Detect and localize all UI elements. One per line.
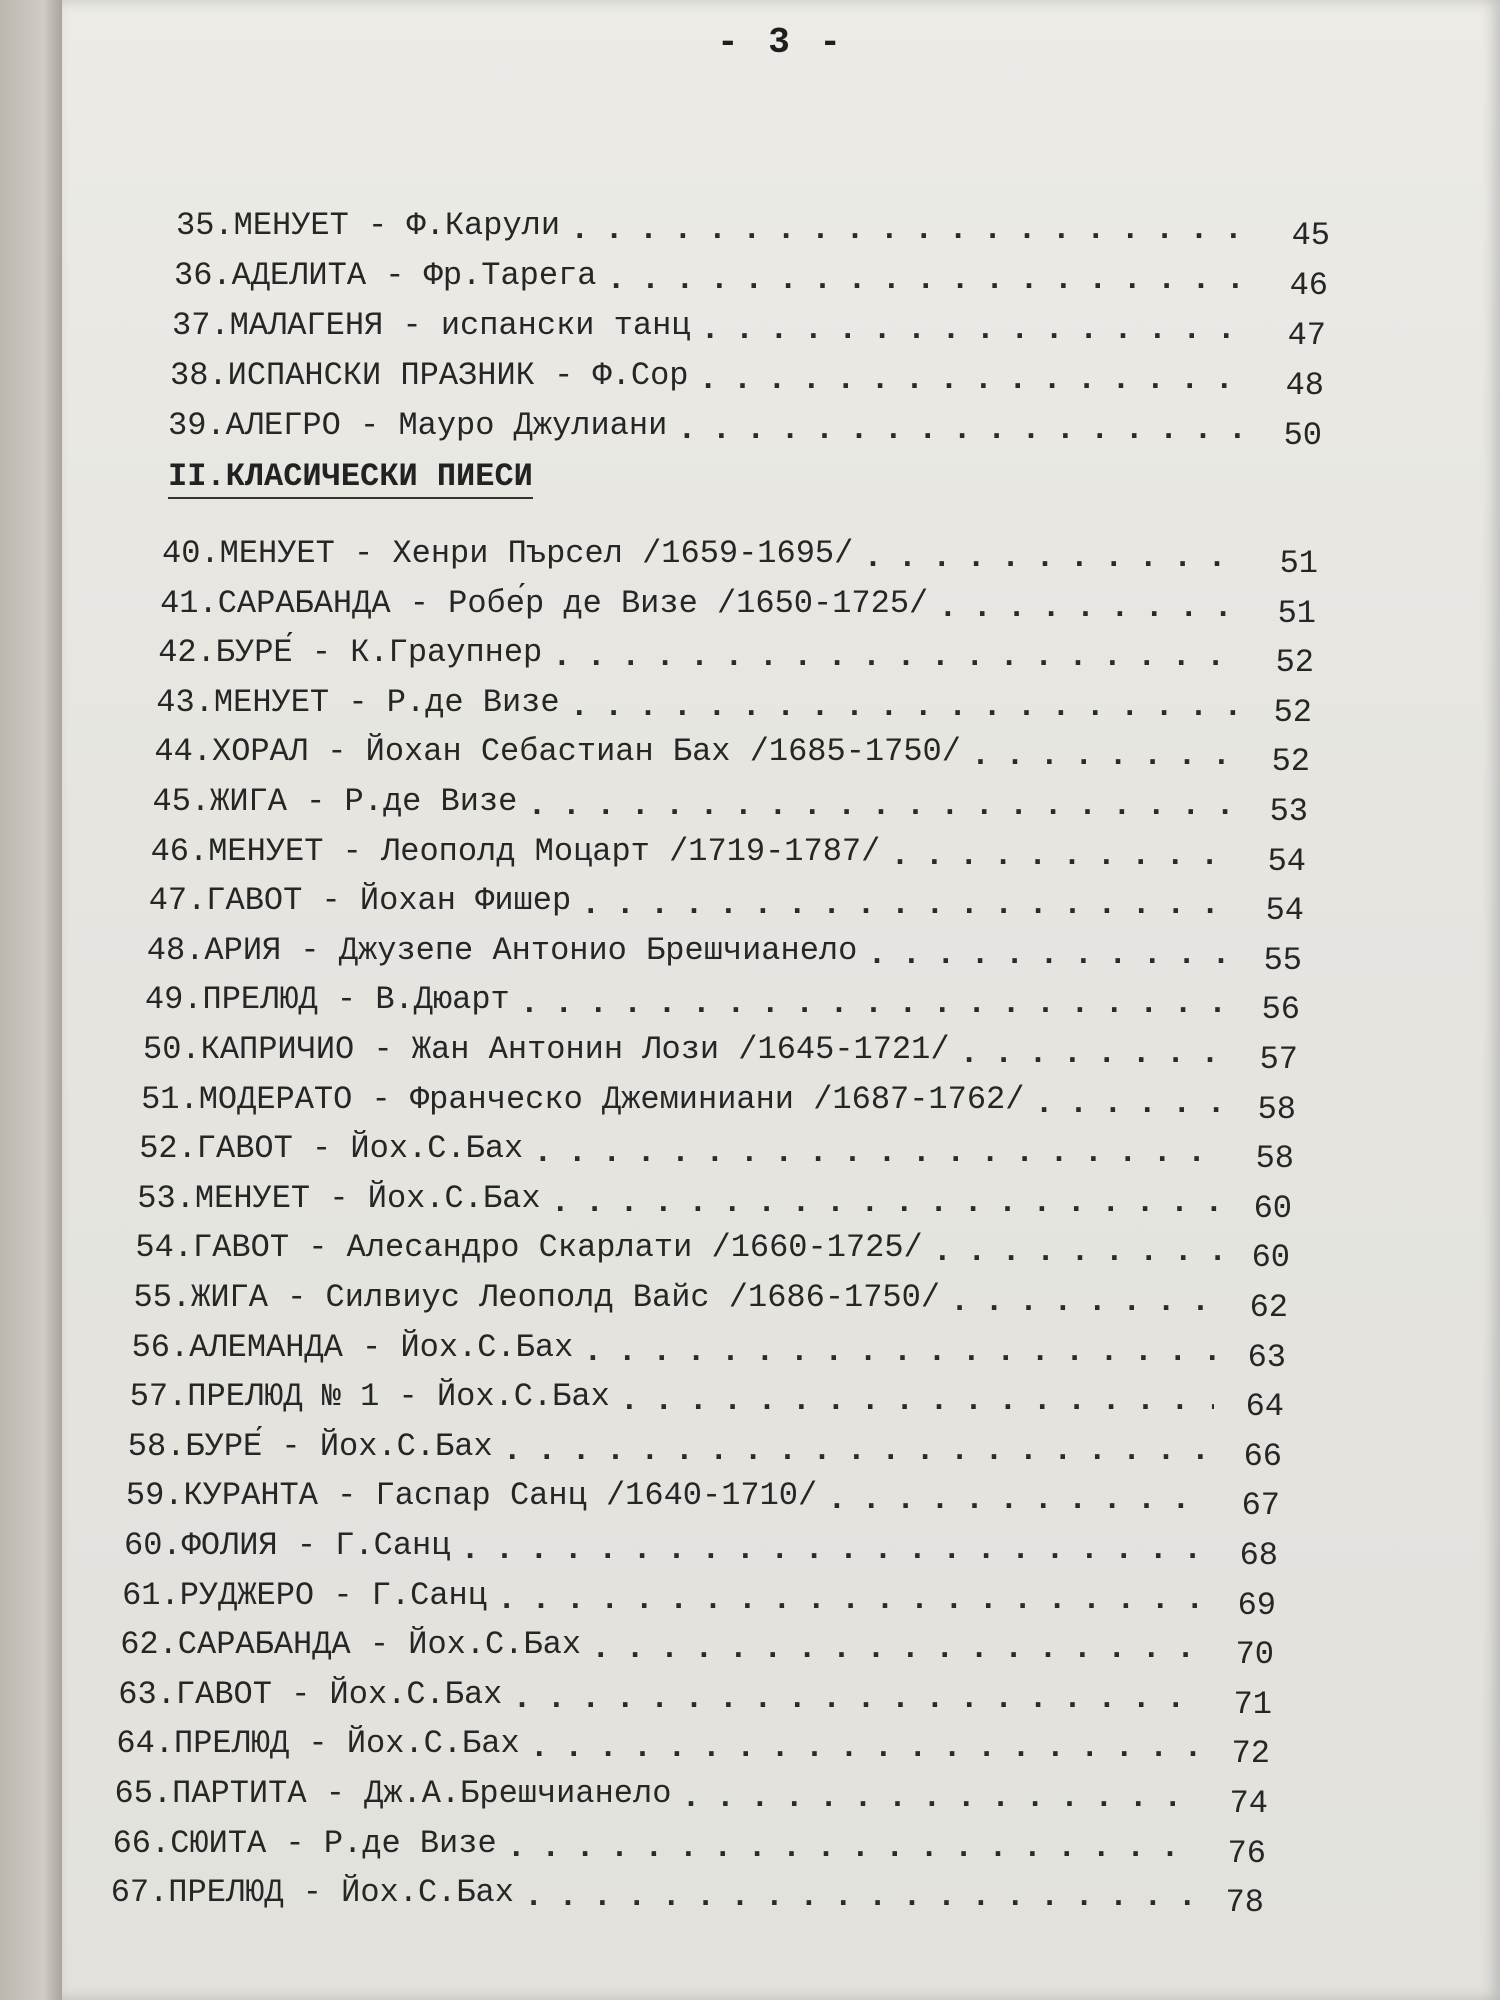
toc-entry-title: 49.ПРЕЛЮД - В.Дюарт [144,981,510,1019]
document-page [62,0,1500,2000]
toc-entry [116,1718,1270,1773]
toc-entry-page: 54 [1265,892,1304,930]
dot-leader [606,264,1258,294]
toc-entry-page: 72 [1231,1735,1270,1773]
toc-entry [129,1371,1284,1426]
toc-entry [133,1272,1289,1326]
toc-entry-title: 48.АРИЯ - Джузепе Антонио Брешчианело [146,931,858,969]
dot-leader [530,1732,1200,1762]
paper-left-edge [0,0,62,2000]
toc-entry-title: 57.ПРЕЛЮД № 1 - Йох.С.Бах [129,1378,610,1416]
toc-entry [114,1768,1269,1822]
toc-entry-title: 50.КАПРИЧИО - Жан Антонин Лози /1645-1721/ [143,1031,950,1068]
toc-entry [174,250,1328,304]
dot-leader [938,592,1246,622]
toc-entry-page: 55 [1263,941,1302,979]
dot-leader [570,214,1260,244]
toc-entry [139,1123,1294,1178]
toc-entry-page: 70 [1235,1636,1274,1674]
dot-leader [527,790,1238,820]
toc-entry-title: 67.ПРЕЛЮД - Йох.С.Бах [110,1874,514,1912]
toc-entry-page: 74 [1229,1785,1268,1822]
dot-leader [700,314,1256,344]
toc-entry-title: 41.САРАБАНДА - Робе́р де Визе /1650-1725/ [160,584,929,622]
dot-leader [698,364,1254,394]
dot-leader [971,740,1240,770]
dot-leader [460,1534,1208,1564]
dot-leader [933,1236,1220,1266]
toc-entry-title: 65.ПАРТИТА - Дж.А.Брешчианело [114,1775,672,1812]
dot-leader [551,1187,1222,1217]
toc-entry-title: 60.ФОЛИЯ - Г.Санц [124,1527,451,1564]
toc-entry [162,528,1318,582]
toc-entry [118,1669,1272,1723]
toc-entry-title: 52.ГАВОТ - Йох.С.Бах [139,1130,524,1168]
toc-entry-page: 71 [1233,1685,1272,1723]
dot-leader [512,1683,1202,1713]
toc-entry-title: 64.ПРЕЛЮД - Йох.С.Бах [116,1725,520,1763]
toc-entry [135,1222,1290,1277]
toc-entry-title: 61.РУДЖЕРО - Г.Санц [122,1576,487,1614]
dot-leader [960,1038,1228,1068]
toc-entry-page: 58 [1257,1090,1296,1128]
toc-entry-title: 59.КУРАНТА - Гаспар Санц /1640-1710/ [125,1477,818,1515]
dot-leader [581,889,1234,919]
toc-entry-page: 56 [1261,991,1300,1029]
toc-entry-page: 48 [1285,367,1324,404]
dot-leader [533,1137,1224,1167]
toc-entry-page: 54 [1267,842,1306,880]
toc-entry-page: 57 [1259,1041,1298,1078]
toc-entry-title: 45.ЖИГА - Р.де Визе [152,783,518,820]
toc-entry-page: 66 [1243,1437,1282,1475]
toc-entry [170,350,1324,404]
toc-entry [124,1520,1278,1574]
toc-entry [141,1074,1296,1128]
toc-entry-title: 47.ГАВОТ - Йохан Фишер [148,882,572,920]
dot-leader [591,1633,1204,1663]
toc-entry [176,200,1330,254]
toc-entry-title: 53.МЕНУЕТ - Йох.С.Бах [137,1179,541,1217]
toc-entry-title: 38.ИСПАНСКИ ПРАЗНИК - Ф.Сор [170,357,689,394]
toc-entry [125,1470,1280,1525]
toc-entry-page: 45 [1291,217,1330,254]
toc-entry-page: 78 [1225,1884,1264,1922]
toc-entry-page: 63 [1247,1338,1286,1376]
toc-entry [158,627,1314,682]
toc-entry [146,925,1302,979]
toc-entry-title: 66.СЮИТА - Р.де Визе [112,1824,497,1862]
toc-entry-page: 69 [1237,1586,1276,1624]
dot-leader [507,1832,1196,1862]
dot-leader [890,840,1236,870]
toc-entry [120,1619,1274,1674]
toc-entry-title: 36.АДЕЛИТА - Фр.Тарега [174,257,597,294]
dot-leader [552,641,1244,671]
dot-leader [503,1435,1212,1465]
dot-leader [570,691,1242,721]
dot-leader [524,1881,1194,1911]
dot-leader [867,939,1232,969]
toc-entry-page: 58 [1255,1140,1294,1178]
toc-entry-title: 54.ГАВОТ - Алесандро Скарлати /1660-1725/ [135,1229,923,1267]
toc-entry-page: 50 [1283,417,1322,454]
toc-entry [160,578,1316,632]
toc-entry-page: 67 [1241,1487,1280,1525]
toc-entry-title: 58.БУРЕ́ - Йох.С.Бах [127,1427,493,1465]
dot-leader [863,542,1248,572]
toc-entry-page: 52 [1275,644,1314,682]
table-of-contents [62,0,1500,2000]
toc-entry [143,1024,1298,1078]
section-heading: II.КЛАСИЧЕСКИ ПИЕСИ [168,458,533,499]
toc-entry [154,726,1310,781]
toc-entry [144,974,1300,1029]
dot-leader [677,414,1252,444]
toc-entry [152,776,1309,830]
toc-entry-page: 62 [1249,1289,1288,1326]
toc-entry-page: 76 [1227,1834,1266,1872]
toc-entry [137,1173,1292,1227]
toc-entry-title: 63.ГАВОТ - Йох.С.Бах [118,1675,503,1713]
dot-leader [583,1336,1216,1366]
toc-entry-title: 35.МЕНУЕТ - Ф.Карули [176,207,561,244]
toc-entry [127,1421,1282,1475]
toc-entry-page: 46 [1289,267,1328,304]
toc-entry-title: 62.САРАБАНДА - Йох.С.Бах [120,1626,582,1664]
toc-entry [110,1867,1264,1922]
dot-leader [827,1484,1210,1514]
toc-entry-title: 56.АЛЕМАНДА - Йох.С.Бах [131,1328,574,1366]
toc-entry [112,1818,1266,1872]
toc-entry-title: 43.МЕНУЕТ - Р.де Визе [156,683,560,721]
toc-entry-page: 51 [1279,545,1318,582]
dot-leader [950,1286,1218,1316]
dot-leader [497,1584,1206,1614]
toc-entry [122,1570,1276,1624]
toc-entry [150,826,1306,880]
toc-entry-title: 37.МАЛАГЕНЯ - испански танц [172,307,691,344]
dot-leader [681,1782,1198,1812]
page-number: - 3 - [716,22,846,63]
toc-entry-title: 44.ХОРАЛ - Йохан Себастиан Бах /1685-1750/ [154,733,961,771]
toc-entry-page: 60 [1253,1189,1292,1227]
dot-leader [620,1385,1214,1415]
dot-leader [520,988,1230,1018]
toc-entry-title: 42.БУРЕ́ - К.Граупнер [158,634,543,672]
toc-entry-title: 51.МОДЕРАТО - Франческо Джеминиани /1687-1762/ [141,1080,1025,1118]
toc-entry-page: 51 [1277,594,1316,632]
dot-leader [1034,1088,1226,1118]
toc-entry-title: 46.МЕНУЕТ - Леополд Моцарт /1719-1787/ [150,832,881,870]
toc-entry-page: 60 [1251,1239,1290,1277]
toc-entry-page: 47 [1287,317,1326,354]
toc-entry [148,875,1304,930]
toc-entry [156,677,1312,731]
toc-entry-title: 40.МЕНУЕТ - Хенри Пърсел /1659-1695/ [162,535,854,572]
toc-entry [168,400,1322,454]
toc-entry [131,1322,1286,1376]
toc-entry-page: 52 [1273,693,1312,731]
toc-entry-title: 39.АЛЕГРО - Мауро Джулиани [168,407,668,444]
toc-entry-title: 55.ЖИГА - Силвиус Леополд Вайс /1686-1750/ [133,1279,941,1316]
toc-entry [172,300,1326,354]
toc-entry-page: 53 [1269,793,1308,830]
toc-entry-page: 64 [1245,1388,1284,1426]
toc-entry-page: 52 [1271,743,1310,781]
toc-entry-page: 68 [1239,1537,1278,1574]
